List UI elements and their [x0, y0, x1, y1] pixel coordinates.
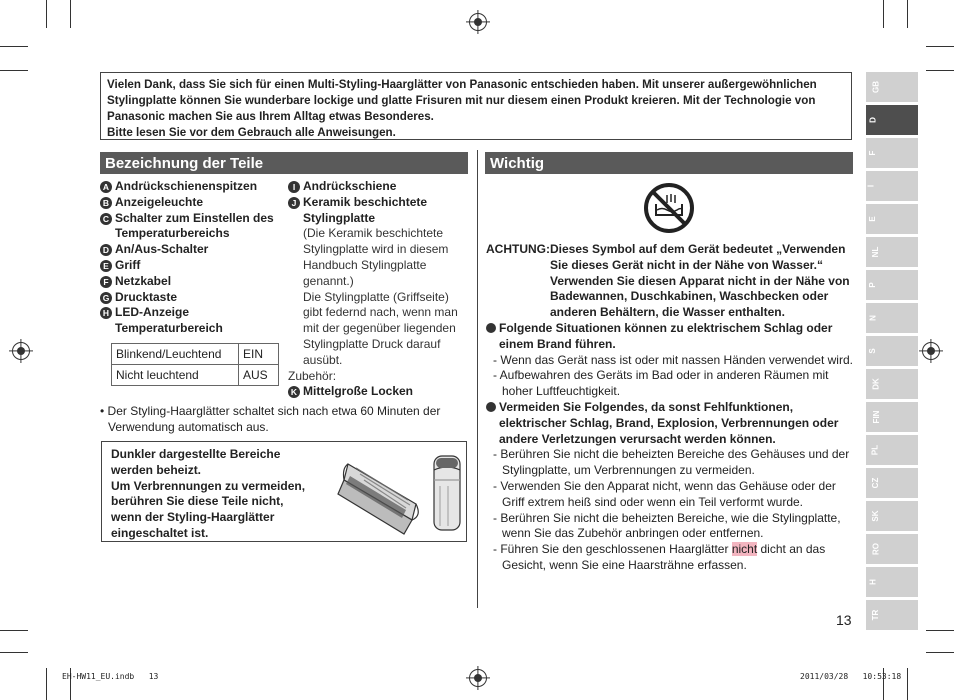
achtung-line: Sie dieses Gerät nicht in der Nähe von Wasser.“ [550, 257, 823, 272]
description-line: (Die Keramik beschichtete [303, 226, 444, 241]
auto-off-note [100, 404, 468, 436]
part-letter-badge: H [100, 307, 112, 319]
heading-line: elektrischer Schlag, Brand, Explosion, Verbrennungen oder [499, 415, 839, 430]
warning-line: Dunkler dargestellte Bereiche [111, 447, 281, 461]
warning-line: Um Verbrennungen zu vermeiden, [111, 478, 306, 493]
registration-mark-icon [922, 342, 940, 360]
list-item: - Verwenden Sie den Apparat nicht, wenn das Gehäuse oder der [493, 478, 836, 493]
malfunction-section [486, 400, 856, 574]
table-cell: AUS [239, 365, 279, 386]
crop-mark [926, 652, 954, 653]
part-item [288, 179, 463, 195]
heading-line: Folgende Situationen können zu elektrischem Schlag oder [499, 321, 833, 335]
list-item-text: - Führen Sie den geschlossenen Haarglätter [493, 542, 732, 557]
bullet-icon [486, 402, 496, 412]
intro-line: Vielen Dank, dass Sie sich für einen Multi-Styling-Haarglätter von Panasonic entschieden haben. Mit unserer außergewöhnlichen [107, 78, 817, 91]
list-item-continuation: Stylingplatte, um Verbrennungen zu vermeiden. [502, 463, 755, 478]
part-description [288, 226, 463, 368]
language-tab[interactable] [866, 237, 918, 267]
part-label: Temperaturbereich [115, 321, 223, 336]
tab-label: F [867, 150, 877, 156]
language-tab-active[interactable] [866, 105, 918, 135]
tab-label: E [868, 216, 878, 222]
list-item-text: dicht an das [757, 542, 826, 557]
heading-line: Vermeiden Sie Folgendes, da sonst Fehlfunktionen, [499, 400, 794, 414]
registration-mark-icon [12, 342, 30, 360]
crop-mark [0, 46, 28, 47]
tab-label: I [866, 184, 876, 188]
part-label: Mittelgroße Locken [303, 384, 414, 399]
parts-list-left [100, 179, 290, 337]
part-label: Andrückschienenspitzen [115, 179, 258, 193]
crop-mark [46, 0, 47, 28]
part-label: Anzeigeleuchte [115, 194, 204, 209]
part-item [100, 242, 290, 258]
part-letter-badge: K [288, 386, 300, 398]
part-label: Schalter zum Einstellen des [115, 210, 274, 225]
part-item [100, 195, 290, 211]
language-tab[interactable] [866, 204, 918, 234]
crop-mark [907, 668, 908, 700]
hair-straightener-illustration [336, 450, 464, 538]
tab-label: S [868, 348, 878, 354]
description-line: mit der gegenüber liegenden [303, 321, 456, 336]
note-line: • Der Styling-Haarglätter schaltet sich nach etwa 60 Minuten der [100, 404, 441, 418]
list-item: - Berühren Sie nicht die beheizten Bereiche des Gehäuses und der [493, 447, 850, 462]
part-letter-badge: B [100, 197, 112, 209]
table-cell: Blinkend/Leuchtend [112, 344, 239, 365]
list-item: - Berühren Sie nicht die beheizten Bereiche, wie die Stylingplatte, [493, 510, 841, 525]
registration-mark-icon [469, 13, 487, 31]
achtung-label: ACHTUNG: [486, 242, 550, 256]
language-tab[interactable] [866, 138, 918, 168]
heading-line: andere Verletzungen verursacht werden können. [499, 431, 776, 446]
warning-line: wenn der Styling-Haarglätter [111, 510, 275, 525]
note-line: Verwendung automatisch aus. [108, 419, 269, 434]
part-label: Temperaturbereichs [115, 226, 230, 241]
part-letter-badge: J [288, 197, 300, 209]
tab-label: PL [870, 444, 880, 456]
tab-label: SK [871, 510, 881, 522]
part-letter-badge: G [100, 292, 112, 304]
warning-text [111, 447, 321, 542]
part-item [100, 258, 290, 274]
language-tab[interactable] [866, 435, 918, 465]
list-item [486, 542, 856, 558]
language-tab[interactable] [866, 402, 918, 432]
part-item [100, 211, 290, 243]
tab-label: FIN [871, 410, 881, 424]
warning-line: werden beheizt. [111, 462, 202, 477]
language-tab[interactable] [866, 72, 918, 102]
language-tab[interactable] [866, 501, 918, 531]
achtung-line: Badewannen, Duschkabinen, Waschbecken oder [550, 289, 829, 304]
part-letter-badge: A [100, 181, 112, 193]
section-heading [486, 400, 856, 416]
part-letter-badge: I [288, 181, 300, 193]
heading-line: einem Brand führen. [499, 336, 616, 351]
crop-mark [907, 0, 908, 28]
part-item [100, 179, 290, 195]
intro-line: Stylingplatte können Sie wunderbare lockige und glatte Frisuren mit nur diesem einen Produkt kreieren. Mit der Technologie von [107, 94, 816, 107]
parts-list-right [288, 179, 463, 400]
intro-box [100, 72, 852, 140]
table-cell: Nicht leuchtend [112, 365, 239, 386]
language-tab[interactable] [866, 336, 918, 366]
list-item-continuation: hoher Luftfeuchtigkeit. [502, 384, 621, 399]
registration-mark-icon [469, 669, 487, 687]
description-line: genannt.) [303, 273, 354, 288]
table-cell: EIN [239, 344, 279, 365]
crop-mark [0, 652, 28, 653]
tab-label: CZ [870, 477, 880, 489]
crop-mark [926, 70, 954, 71]
electric-shock-section [486, 321, 856, 400]
parts-section-header: Bezeichnung der Teile [100, 152, 468, 174]
page-number: 13 [836, 612, 852, 628]
table-row [112, 344, 279, 365]
part-label: Andrückschiene [303, 179, 397, 193]
intro-line: Bitte lesen Sie vor dem Gebrauch alle Anweisungen. [107, 126, 396, 139]
tab-label: D [868, 117, 878, 123]
crop-mark [926, 630, 954, 631]
description-line: ausübt. [303, 352, 343, 367]
achtung-text [550, 242, 855, 321]
description-line: Stylingplatte Druck darauf [303, 336, 441, 351]
tab-label: N [868, 315, 878, 321]
list-item: - Aufbewahren des Geräts im Bad oder in anderen Räumen mit [493, 368, 829, 383]
part-item [288, 195, 463, 227]
part-label: Keramik beschichtete [303, 194, 428, 209]
part-item [100, 274, 290, 290]
tab-label: GB [871, 81, 881, 93]
tab-label: RO [871, 543, 881, 555]
crop-mark [70, 0, 71, 28]
part-item [288, 384, 463, 400]
intro-line: Panasonic machen Sie aus Ihrem Alltag etwas Besonderes. [107, 110, 434, 123]
language-tab[interactable] [866, 468, 918, 498]
part-letter-badge: D [100, 244, 112, 256]
heated-areas-warning-box [101, 441, 467, 542]
table-row [112, 365, 279, 386]
crop-mark [46, 668, 47, 700]
description-line: gibt federnd nach, wenn man [303, 305, 458, 320]
crop-mark [883, 0, 884, 28]
language-tab[interactable] [866, 534, 918, 564]
column-divider [477, 150, 478, 608]
part-label: Griff [115, 257, 141, 272]
achtung-line: anderen Behältern, die Wasser enthalten. [550, 305, 785, 320]
tab-label: DK [871, 378, 881, 390]
crop-mark [0, 630, 28, 631]
description-line: Stylingplatte wird in diesem [303, 242, 449, 257]
achtung-line: Verwenden Sie diesen Apparat nicht in der Nähe von [550, 273, 850, 288]
no-water-warning-icon [643, 182, 695, 234]
description-line: Handbuch Stylingplatte [303, 257, 427, 272]
crop-mark [926, 46, 954, 47]
important-section-header: Wichtig [485, 152, 853, 174]
language-tab[interactable] [866, 171, 918, 201]
part-letter-badge: E [100, 260, 112, 272]
highlighted-word: nicht [731, 542, 758, 557]
language-tab[interactable] [866, 600, 918, 630]
warning-line: eingeschaltet ist. [111, 525, 209, 540]
crop-mark [0, 70, 28, 71]
language-tab[interactable] [866, 303, 918, 333]
part-label: LED-Anzeige [115, 305, 190, 320]
language-tab[interactable] [866, 567, 918, 597]
list-item: - Wenn das Gerät nass ist oder mit nassen Händen verwendet wird. [493, 352, 853, 367]
part-letter-badge: C [100, 213, 112, 225]
part-label: Netzkabel [115, 273, 172, 288]
language-tab[interactable] [866, 369, 918, 399]
achtung-line: Dieses Symbol auf dem Gerät bedeutet „Verwenden [550, 242, 846, 256]
tab-label: TR [870, 609, 880, 621]
part-label: An/Aus-Schalter [115, 242, 209, 257]
list-item-continuation: wenn Sie das Zubehör anbringen oder entfernen. [502, 526, 764, 541]
description-line: Die Stylingplatte (Griffseite) [303, 289, 449, 304]
section-heading [486, 321, 856, 337]
language-tab[interactable] [866, 270, 918, 300]
footer-file-info: EH-HW11_EU.indb 13 [62, 672, 159, 681]
led-status-table [111, 343, 279, 386]
bullet-icon [486, 323, 496, 333]
list-item-continuation: Gesicht, wenn Sie eine Haarsträhne erfassen. [502, 557, 747, 572]
tab-label: H [868, 579, 878, 585]
accessory-label: Zubehör: [288, 368, 337, 383]
part-item [100, 290, 290, 306]
list-item-continuation: Griff extrem heiß sind oder wenn ein Teil verformt wurde. [502, 494, 804, 509]
footer-date: 2011/03/28 10:53:18 [800, 672, 902, 681]
part-label: Drucktaste [115, 289, 178, 304]
warning-line: berühren Sie diese Teile nicht, [111, 494, 284, 509]
tab-label: NL [870, 246, 880, 258]
part-letter-badge: F [100, 276, 112, 288]
part-label: Stylingplatte [303, 210, 376, 225]
tab-label: P [868, 282, 878, 288]
part-item [100, 305, 290, 337]
